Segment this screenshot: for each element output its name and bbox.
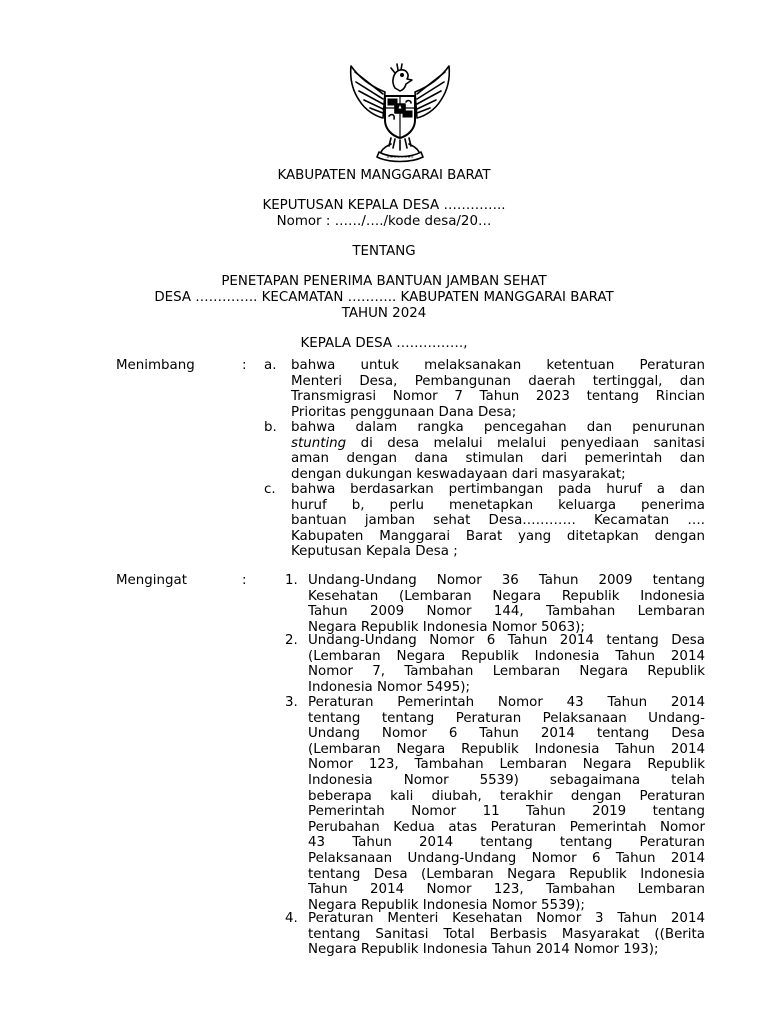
about-heading: TENTANG bbox=[352, 244, 416, 259]
italic-term: stunting bbox=[291, 435, 347, 451]
mengingat-item-3 bbox=[308, 695, 705, 913]
text-line: Prioritas penggunaan Dana Desa; bbox=[291, 404, 517, 420]
text-line: Kabupaten Manggarai Barat yang ditetapkan dengan bbox=[291, 528, 705, 544]
text-line: (Lembaran Negara Republik Indonesia Tahun 2014 bbox=[308, 648, 705, 664]
mengingat-marker: 4. bbox=[285, 911, 298, 926]
text-line: bantuan jamban sehat Desa………… Kecamatan …. bbox=[291, 513, 705, 529]
text-line: huruf b, perlu menetapkan keluarga penerima bbox=[291, 497, 705, 513]
text-line: Indonesia Nomor 5539) sebagaimana telah bbox=[308, 772, 705, 788]
text-line: beberapa kali diubah, terakhir dengan Peraturan bbox=[308, 788, 705, 804]
text-line: Indonesia Nomor 5495); bbox=[308, 679, 471, 695]
mengingat-marker: 2. bbox=[285, 633, 298, 648]
text-line: Transmigrasi Nomor 7 Tahun 2023 tentang Rincian bbox=[291, 389, 705, 405]
mengingat-label: Mengingat bbox=[116, 573, 187, 588]
menimbang-item-a bbox=[291, 358, 705, 420]
mengingat-colon: : bbox=[242, 573, 247, 588]
text-line: Negara Republik Indonesia Nomor 5063); bbox=[308, 619, 585, 635]
text-line: tentang Desa (Lembaran Negara Republik Indonesia bbox=[308, 866, 705, 882]
text-line: tentang tentang Peraturan Pelaksanaan Undang- bbox=[308, 710, 705, 726]
text-line: Kesehatan (Lembaran Negara Republik Indonesia bbox=[308, 588, 705, 604]
text-line: Negara Republik Indonesia Nomor 5539); bbox=[308, 897, 585, 913]
mengingat-item-2 bbox=[308, 633, 705, 695]
text-line: Nomor 7, Tambahan Lembaran Negara Republik bbox=[308, 664, 705, 680]
text-line: Pelaksanaan Undang-Undang Nomor 6 Tahun 2014 bbox=[308, 850, 705, 866]
garuda-emblem-icon bbox=[339, 58, 461, 168]
menimbang-item-c bbox=[291, 482, 705, 560]
mengingat-marker: 1. bbox=[285, 573, 298, 588]
mengingat-item-4 bbox=[308, 911, 705, 958]
text-line: bahwa berdasarkan pertimbangan pada huruf a dan bbox=[291, 482, 705, 497]
text-line: (Lembaran Negara Republik Indonesia Tahun 2014 bbox=[308, 741, 705, 757]
text-line-rest: di desa melalui melalui penyediaan sanitasi bbox=[360, 435, 705, 451]
text-line: Perubahan Kedua atas Peraturan Pemerintah Nomor bbox=[308, 819, 705, 835]
text-line: Keputusan Kepala Desa ; bbox=[291, 544, 458, 560]
mengingat-marker: 3. bbox=[285, 695, 298, 710]
text-line: Menteri Desa, Pembangunan daerah tertinggal, dan bbox=[291, 373, 705, 389]
text-line: tentang Sanitasi Total Berbasis Masyarakat ((Berita bbox=[308, 926, 705, 942]
text-line: Nomor 123, Tambahan Lembaran Negara Republik bbox=[308, 757, 705, 773]
text-line: Undang Nomor 6 Tahun 2014 tentang Desa bbox=[308, 726, 705, 742]
text-line: Tahun 2009 Nomor 144, Tambahan Lembaran bbox=[308, 604, 705, 620]
decree-number: Nomor : ……/…./kode desa/20… bbox=[276, 214, 492, 229]
text-line: 43 Tahun 2014 tentang tentang Peraturan bbox=[308, 835, 705, 851]
regency-title: KABUPATEN MANGGARAI BARAT bbox=[277, 168, 491, 183]
menimbang-marker: a. bbox=[264, 358, 277, 373]
menimbang-item-b bbox=[291, 420, 705, 482]
menimbang-label: Menimbang bbox=[116, 358, 195, 373]
text-line: Undang-Undang Nomor 36 Tahun 2009 tentang bbox=[308, 573, 705, 588]
decree-title: KEPUTUSAN KEPALA DESA ………….. bbox=[262, 198, 506, 213]
text-line: Negara Republik Indonesia Tahun 2014 Nomor 193); bbox=[308, 942, 659, 958]
text-line: bahwa untuk melaksanakan ketentuan Peraturan bbox=[291, 358, 705, 373]
subject-line: DESA ………….. KECAMATAN ……….. KABUPATEN MANGGARAI BARAT bbox=[154, 290, 614, 305]
text-line: Pemerintah Nomor 11 Tahun 2019 tentang bbox=[308, 804, 705, 820]
menimbang-marker: c. bbox=[264, 482, 276, 497]
text-line: bahwa dalam rangka pencegahan dan penurunan bbox=[291, 420, 705, 435]
text-line: dengan dukungan keswadayaan dari masyarakat; bbox=[291, 466, 626, 482]
mengingat-item-1 bbox=[308, 573, 705, 635]
text-line: Peraturan Menteri Kesehatan Nomor 3 Tahun 2014 bbox=[308, 911, 705, 926]
issuer-line: KEPALA DESA ……………, bbox=[300, 336, 468, 351]
menimbang-colon: : bbox=[242, 358, 247, 373]
text-line: Undang-Undang Nomor 6 Tahun 2014 tentang Desa bbox=[308, 633, 705, 648]
subject-line: TAHUN 2024 bbox=[341, 306, 427, 321]
menimbang-marker: b. bbox=[264, 420, 277, 435]
text-line bbox=[291, 436, 705, 452]
text-line: aman dengan dana stimulan dari pemerintah dan bbox=[291, 451, 705, 467]
text-line: Tahun 2014 Nomor 123, Tambahan Lembaran bbox=[308, 882, 705, 898]
text-line: Peraturan Pemerintah Nomor 43 Tahun 2014 bbox=[308, 695, 705, 710]
subject-line: PENETAPAN PENERIMA BANTUAN JAMBAN SEHAT bbox=[221, 274, 547, 289]
